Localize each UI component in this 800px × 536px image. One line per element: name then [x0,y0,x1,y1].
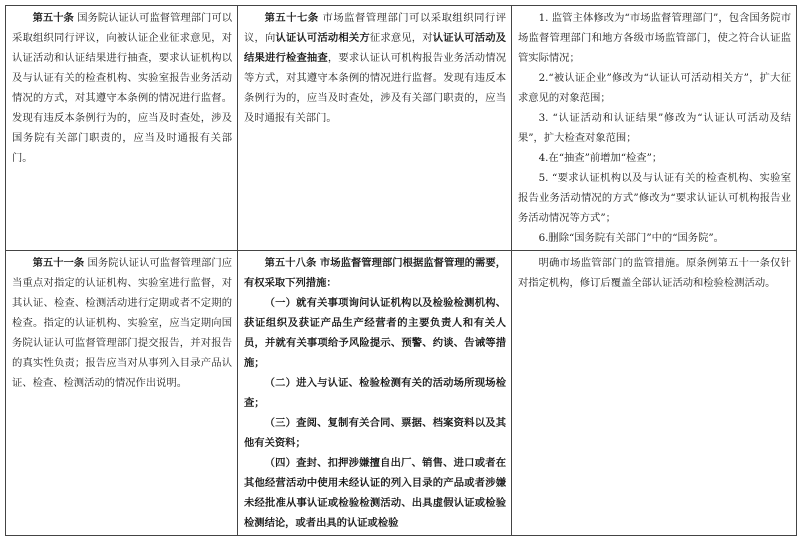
revised-article-cell [238,251,512,536]
note-item: 明确市场监管部门的监管措施。原条例第五十一条仅针对指定机构，修订后覆盖全部认证活动和检验检测活动。 [518,257,791,289]
comparison-table [5,5,797,536]
note-item: 5. “要求认证机构以及与认证有关的检查机构、实验室报告业务活动情况的方式”修改为“要求认证认可机构报告业务活动情况等方式”； [518,172,791,224]
article-number: 第五十条 [32,12,74,24]
note-item: 3. “认证活动和认证结果”修改为“认证认可活动及结果”，扩大检查对象范围； [518,112,791,144]
article-text: 国务院认证认可监督管理部门应当重点对指定的认证机构、实验室进行监督，对其认证、检查、检测活动进行定期或者不定期的检查。指定的认证机构、实验室，应当定期向国务院认证认可监督管理部门提交报告，并对报告的真实性负责；报告应当对从事列入目录产品认证、检查、检测活动的情况作出说明。 [12,257,233,389]
measure-item: （二）进入与认证、检验检测有关的活动场所现场检查； [244,377,506,409]
article-number: 第五十一条 [32,257,85,269]
note-item: 4.在“抽查”前增加“检查”； [538,152,663,164]
article-intro: 市场监督管理部门根据监督管理的需要，有权采取下列措施： [244,257,506,289]
article-number: 第五十八条 [264,257,317,269]
revision-note-cell [512,251,797,536]
note-item: 1. 监管主体修改为“市场监督管理部门”，包含国务院市场监督管理部门和地方各级市场监管部门，使之符合认证监管实际情况； [518,12,791,64]
note-item: 6.删除“国务院有关部门”中的“国务院”。 [538,232,724,244]
measure-item: （一）就有关事项询问认证机构以及检验检测机构、获证组织及获证产品生产经营者的主要负责人和有关人员，并就有关事项给予风险提示、预警、约谈、告诫等措施； [244,297,506,369]
table-row [6,251,797,536]
article-text: 国务院认证认可监督管理部门可以采取组织同行评议，向被认证企业征求意见，对认证活动和认证结果进行抽查，要求认证机构以及与认证有关的检查机构、实验室报告业务活动情况的方式，对其遵守本条例的情况进行监督。发现有违反本条例行为的，应当及时查处，涉及国务院有关部门职责的，应当及时通报有关部门。 [12,12,232,164]
measure-item: （四）查封、扣押涉嫌擅自出厂、销售、进口或者在其他经营活动中使用未经认证的列入目录的产品或者涉嫌未经批准从事认证或检验检测活动、出具虚假认证或检验检测结论，或者出具的认证或检验 [244,457,506,529]
measure-item: （三）查阅、复制有关合同、票据、档案资料以及其他有关资料； [244,417,506,449]
revised-article-cell: 第五十七条 市场监督管理部门可以采取组织同行评议，向认证认可活动相关方征求意见，对认证认可活动及结果进行检查抽查，要求认证认可机构报告业务活动情况等方式，对其遵守本条例的情况进行监督。发现有违反本条例行为的，应当及时查处，涉及有关部门职责的，应当及时通报有关部门。 [238,6,512,251]
article-number: 第五十七条 [264,12,319,24]
original-article-cell [6,251,238,536]
original-article-cell [6,6,238,251]
note-item: 2.“被认证企业”修改为“认证认可活动相关方”，扩大征求意见的对象范围； [518,72,791,104]
revision-note-cell [512,6,797,251]
table-row [6,6,797,251]
